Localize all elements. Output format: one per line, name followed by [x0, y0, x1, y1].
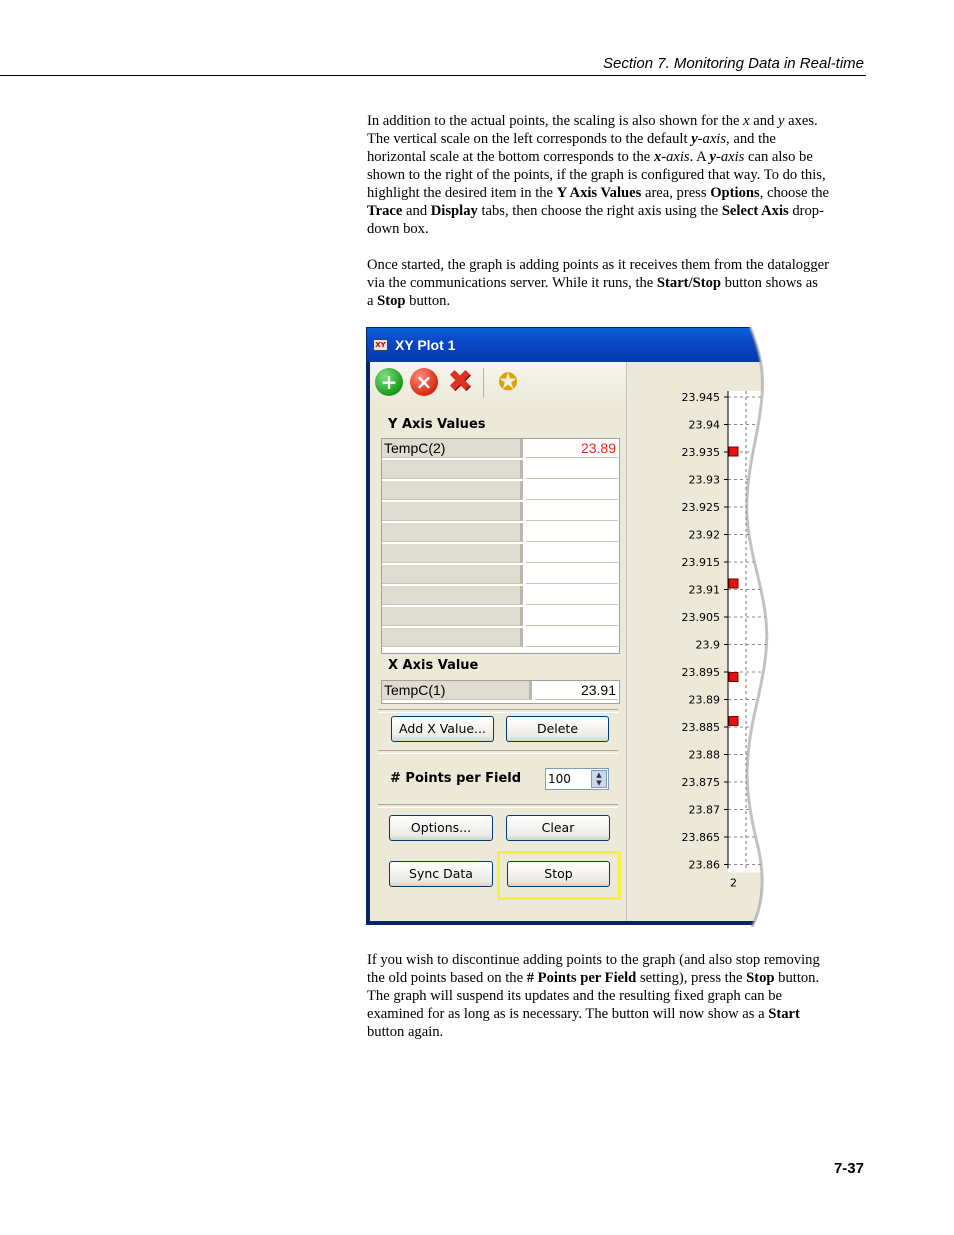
text-line: [367, 220, 867, 238]
data-point: [729, 673, 738, 682]
stop-button-highlight: [497, 851, 621, 900]
text-run: Options: [710, 185, 760, 201]
divider: [378, 804, 618, 808]
text-run: Y Axis Values: [556, 185, 642, 201]
text-run: button.: [774, 970, 820, 986]
text-line: [367, 1005, 867, 1023]
x-axis-value-label: X Axis Value: [388, 658, 479, 673]
text-run: Stop: [746, 970, 775, 986]
y-axis-name-cell[interactable]: [382, 502, 523, 521]
text-run: horizontal scale at the bottom corresponds to the: [367, 149, 654, 165]
y-axis-value-cell[interactable]: [526, 523, 618, 542]
text-run: shown to the right of the points, if the graph is configured that way. To do this,: [367, 167, 826, 183]
y-axis-row[interactable]: [382, 439, 619, 460]
app-icon: XY: [373, 339, 388, 351]
remove-icon[interactable]: ×: [410, 368, 438, 396]
text-run: and: [402, 203, 431, 219]
text-line: [367, 951, 867, 969]
y-tick-label: 23.89: [688, 693, 720, 707]
add-x-value-button[interactable]: Add X Value...: [391, 716, 494, 742]
text-run: can also be: [744, 149, 813, 165]
data-point: [729, 579, 738, 588]
text-line: [367, 274, 867, 292]
y-axis-value-cell[interactable]: [526, 502, 618, 521]
points-per-field-input[interactable]: [545, 768, 609, 790]
paragraph-scaling: [367, 112, 867, 238]
y-axis-row[interactable]: [382, 481, 619, 502]
text-line: [367, 256, 867, 274]
y-axis-name-cell[interactable]: [382, 481, 523, 500]
y-axis-value-cell[interactable]: [526, 628, 618, 647]
y-axis-row[interactable]: [382, 502, 619, 523]
text-run: Select Axis: [721, 203, 789, 219]
y-axis-values-grid[interactable]: [381, 438, 620, 654]
divider: [378, 750, 618, 754]
clear-button[interactable]: Clear: [506, 815, 610, 841]
y-tick-label: 23.94: [688, 418, 720, 432]
x-axis-value-grid[interactable]: [381, 680, 620, 704]
y-axis-name-cell[interactable]: [382, 586, 523, 605]
y-tick-label: 23.92: [688, 528, 720, 542]
xy-plot-screenshot: [366, 327, 772, 925]
text-line: [367, 112, 867, 130]
y-axis-value-cell[interactable]: [526, 586, 618, 605]
x-axis-row[interactable]: [382, 681, 619, 702]
x-axis-value-cell[interactable]: 23.91: [535, 681, 618, 700]
text-run: , choose the: [759, 185, 829, 201]
divider: [378, 709, 618, 713]
text-run: , and the: [726, 131, 776, 147]
text-run: button.: [405, 293, 451, 309]
points-per-field-value: 100: [548, 772, 571, 786]
add-icon[interactable]: +: [375, 368, 403, 396]
text-line: [367, 987, 867, 1005]
text-run: and: [749, 113, 778, 129]
points-per-field-label: # Points per Field: [390, 771, 522, 786]
y-tick-label: 23.875: [681, 776, 720, 789]
toolbar-separator: [483, 368, 484, 398]
y-axis-value-cell[interactable]: [526, 460, 618, 479]
text-line: [367, 292, 867, 310]
toolbar: [370, 362, 626, 404]
text-run: In addition to the actual points, the scaling is also shown for the: [367, 113, 744, 129]
header-rule: [0, 75, 866, 76]
text-run: axes.: [784, 113, 818, 129]
y-axis-row[interactable]: [382, 586, 619, 607]
text-run: y: [777, 113, 785, 129]
text-line: [367, 130, 867, 148]
y-tick-label: 23.87: [688, 803, 720, 817]
y-axis-row[interactable]: [382, 565, 619, 586]
text-run: The graph will suspend its updates and the resulting fixed graph can be: [367, 988, 783, 1004]
text-run: The vertical scale on the left corresponds to the default: [367, 131, 692, 147]
text-run: y: [691, 131, 698, 147]
delete-icon[interactable]: ✖: [447, 364, 473, 399]
page-number: 7-37: [833, 1160, 864, 1177]
settings-icon[interactable]: ✪: [497, 368, 519, 396]
y-axis-name-cell[interactable]: [382, 565, 523, 584]
y-axis-row[interactable]: [382, 607, 619, 628]
y-axis-value-cell[interactable]: 23.89: [526, 439, 618, 458]
paragraph-stop: [367, 951, 867, 1041]
text-run: Start: [768, 1006, 800, 1022]
y-axis-row[interactable]: [382, 628, 619, 649]
y-tick-label: 23.935: [681, 446, 720, 459]
text-run: down box.: [367, 221, 429, 237]
options-button[interactable]: Options...: [389, 815, 493, 841]
sync-data-button[interactable]: Sync Data: [389, 861, 493, 887]
text-run: drop-: [788, 203, 824, 219]
text-run: -axis: [697, 131, 727, 147]
y-axis-name-cell[interactable]: [382, 544, 523, 563]
y-tick-label: 23.945: [681, 391, 720, 404]
text-run: x: [743, 113, 750, 129]
y-axis-name-cell[interactable]: [382, 607, 523, 626]
y-tick-label: 23.865: [681, 831, 720, 844]
x-tick-label: 2: [730, 876, 737, 890]
y-axis-value-cell[interactable]: [526, 481, 618, 500]
paragraph-started: [367, 256, 867, 310]
text-run: button again.: [367, 1024, 444, 1040]
text-line: [367, 1023, 867, 1041]
data-point: [729, 717, 738, 726]
text-run: highlight the desired item in the: [367, 185, 557, 201]
text-run: If you wish to discontinue adding points to the graph (and also stop removing: [367, 952, 820, 968]
y-tick-label: 23.9: [695, 638, 720, 652]
xy-plot-window: [366, 327, 772, 925]
y-tick-label: 23.885: [681, 721, 720, 734]
delete-button[interactable]: Delete: [506, 716, 609, 742]
text-run: x: [653, 149, 662, 165]
text-line: [367, 969, 867, 987]
text-run: via the communications server. While it runs, the: [367, 275, 657, 291]
text-run: area, press: [641, 185, 711, 201]
text-run: Start/Stop: [656, 275, 721, 291]
text-run: tabs, then choose the right axis using the: [477, 203, 722, 219]
text-run: examined for as long as is necessary. The button will now show as a: [367, 1006, 769, 1022]
text-run: button shows as: [720, 275, 818, 291]
x-axis-name-cell[interactable]: TempC(1): [382, 681, 532, 700]
section-title: Section 7. Monitoring Data in Real-time: [603, 55, 864, 72]
y-tick-label: 23.91: [688, 583, 720, 597]
y-axis-name-cell[interactable]: [382, 523, 523, 542]
y-axis-values-label: Y Axis Values: [388, 417, 486, 432]
text-run: # Points per Field: [526, 970, 637, 986]
title-bar[interactable]: [367, 328, 771, 362]
text-run: Stop: [377, 293, 406, 309]
stop-button[interactable]: Stop: [507, 861, 610, 887]
y-axis-row[interactable]: [382, 523, 619, 544]
y-axis-name-cell[interactable]: TempC(2): [382, 439, 523, 458]
y-axis-value-cell[interactable]: [526, 544, 618, 563]
text-run: -axis: [715, 149, 745, 165]
y-axis-name-cell[interactable]: [382, 460, 523, 479]
text-run: Display: [430, 203, 478, 219]
trace-panel: [370, 404, 626, 921]
text-line: [367, 148, 867, 166]
y-tick-label: 23.93: [688, 473, 720, 487]
data-point: [729, 447, 738, 456]
text-run: Trace: [367, 203, 403, 219]
y-tick-label: 23.905: [681, 611, 720, 624]
window-title: XY Plot 1: [395, 337, 456, 353]
y-axis-value-cell[interactable]: [526, 607, 618, 626]
torn-edge: [744, 327, 774, 927]
text-run: -axis: [661, 149, 690, 165]
y-axis-name-cell[interactable]: [382, 628, 523, 647]
y-tick-label: 23.915: [681, 556, 720, 569]
y-tick-label: 23.895: [681, 666, 720, 679]
y-axis-row[interactable]: [382, 544, 619, 565]
text-run: setting), press the: [636, 970, 747, 986]
y-tick-label: 23.88: [688, 748, 720, 762]
text-run: y: [709, 149, 716, 165]
text-line: [367, 184, 867, 202]
y-axis-row[interactable]: [382, 460, 619, 481]
text-run: Once started, the graph is adding points as it receives them from the datalogger: [367, 257, 829, 273]
text-line: [367, 166, 867, 184]
y-axis-value-cell[interactable]: [526, 565, 618, 584]
text-line: [367, 202, 867, 220]
y-tick-label: 23.925: [681, 501, 720, 514]
text-run: . A: [689, 149, 710, 165]
y-tick-label: 23.86: [688, 858, 720, 872]
text-run: the old points based on the: [367, 970, 527, 986]
text-run: a: [367, 293, 378, 309]
spinner-arrows-icon[interactable]: ▲ ▼: [591, 770, 607, 788]
window-client: [370, 362, 768, 921]
